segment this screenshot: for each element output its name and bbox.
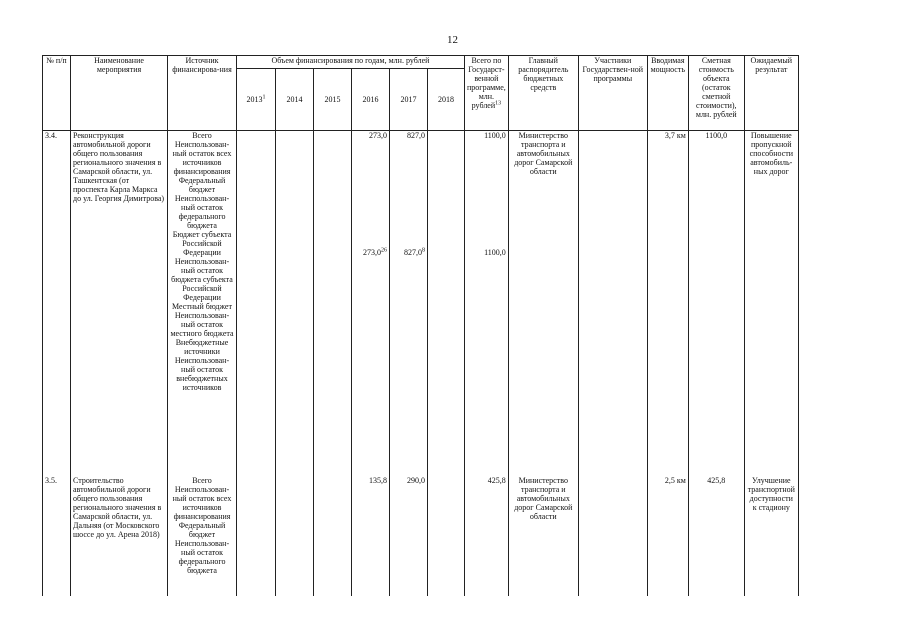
value-region-total: 1100,0 bbox=[484, 248, 506, 257]
header-funding-group: Объем финансирования по годам, млн. рублей bbox=[237, 56, 465, 69]
cell-2013 bbox=[237, 131, 276, 476]
source-item: Всего bbox=[192, 131, 212, 140]
header-year-2015: 2015 bbox=[314, 69, 352, 131]
source-item: Всего bbox=[192, 475, 212, 485]
source-item: Неиспользован-ный остаток местного бюджета bbox=[170, 311, 234, 338]
source-item: Федеральный бюджет bbox=[178, 520, 226, 539]
value-total: 425,8 bbox=[465, 476, 509, 596]
source-item: Неиспользован-ный остаток бюджета субъекта Российской Федерации bbox=[171, 257, 233, 302]
cell-total bbox=[465, 131, 509, 476]
value-total: 1100,0 bbox=[484, 131, 506, 140]
cell-2018 bbox=[428, 131, 465, 476]
header-year-2013: 2013$^1$ bbox=[237, 69, 276, 131]
row-capacity: 3,7 км bbox=[647, 131, 688, 476]
row-name: Строительство автомобильной дороги общего пользования регионального значения в Самарской области, ул. Дальняя (от Московского шоссе до ул. Арена 2018) bbox=[71, 476, 168, 596]
row-num: 3.5. bbox=[43, 476, 71, 596]
source-item: Местный бюджет bbox=[172, 302, 232, 311]
cell-2016 bbox=[352, 131, 390, 476]
value-region-2016: 273,0$^{26}$ bbox=[363, 247, 387, 257]
header-year-2018: 2018 bbox=[428, 69, 465, 131]
header-year-2017: 2017 bbox=[390, 69, 428, 131]
header-result: Ожидаемый результат bbox=[744, 56, 798, 131]
row-participants bbox=[578, 476, 647, 596]
cell-2014 bbox=[276, 131, 314, 476]
row-sources bbox=[168, 131, 237, 476]
source-item: Внебюджетные источники bbox=[175, 338, 229, 356]
source-item: Неиспользован-ный остаток всех источников финансирования bbox=[172, 484, 232, 521]
source-item: Неиспользован-ный остаток внебюджетных источников bbox=[174, 356, 230, 392]
value-region-2017: 827,0$^8$ bbox=[404, 247, 425, 257]
header-cost: Сметная стоимость объекта (остаток сметной стоимости), млн. рублей bbox=[688, 56, 744, 131]
row-cost: 425,8 bbox=[688, 476, 744, 596]
source-item: Неиспользован-ный остаток всех источников финансирования bbox=[172, 140, 232, 176]
cell-2018 bbox=[428, 476, 465, 596]
row-manager: Министерство транспорта и автомобильных дорог Самарской области bbox=[508, 131, 578, 476]
cell-2013 bbox=[237, 476, 276, 596]
header-total: Всего по Государст-венной программе, млн. рублей$^{13}$ bbox=[465, 56, 509, 131]
header-year-2016: 2016 bbox=[352, 69, 390, 131]
cell-2015 bbox=[314, 476, 352, 596]
header-capacity: Вводимая мощность bbox=[647, 56, 688, 131]
header-year-2014: 2014 bbox=[276, 69, 314, 131]
value-total-2016: 273,0 bbox=[369, 131, 387, 140]
source-item: Неиспользован-ный остаток федерального бюджета bbox=[174, 194, 230, 230]
row-result: Повышение пропускной способности автомобиль-ных дорог bbox=[744, 131, 798, 476]
source-item: Неиспользован-ный остаток федерального бюджета bbox=[174, 538, 230, 575]
table-row bbox=[43, 131, 799, 476]
row-manager: Министерство транспорта и автомобильных дорог Самарской области bbox=[508, 476, 578, 596]
row-participants bbox=[578, 131, 647, 476]
table-row bbox=[43, 476, 799, 596]
cell-2017 bbox=[390, 131, 428, 476]
header-num: № п/п bbox=[43, 56, 71, 131]
value-total-2016: 135,8 bbox=[352, 476, 390, 596]
header-participants: Участники Государствен-ной программы bbox=[578, 56, 647, 131]
source-item: Бюджет субъекта Российской Федерации bbox=[172, 230, 232, 257]
header-manager: Главный распорядитель бюджетных средств bbox=[508, 56, 578, 131]
value-total-2017: 827,0 bbox=[407, 131, 425, 140]
row-cost: 1100,0 bbox=[688, 131, 744, 476]
row-name: Реконструкция автомобильной дороги общего пользования регионального значения в Самарской области, ул. Ташкентская (от проспекта Карла Маркса до ул. Георгия Димитрова) bbox=[71, 131, 168, 476]
value-total-2017: 290,0 bbox=[390, 476, 428, 596]
row-capacity: 2,5 км bbox=[647, 476, 688, 596]
cell-2014 bbox=[276, 476, 314, 596]
page-number: 12 bbox=[447, 34, 458, 46]
header-source: Источник финансирова-ния bbox=[168, 56, 237, 131]
funding-table bbox=[42, 55, 799, 596]
source-item: Федеральный бюджет bbox=[178, 176, 226, 194]
row-sources bbox=[168, 476, 237, 596]
row-num: 3.4. bbox=[43, 131, 71, 476]
header-name: Наименование мероприятия bbox=[71, 56, 168, 131]
cell-2015 bbox=[314, 131, 352, 476]
row-result: Улучшение транспортной доступности к стадиону bbox=[744, 476, 798, 596]
